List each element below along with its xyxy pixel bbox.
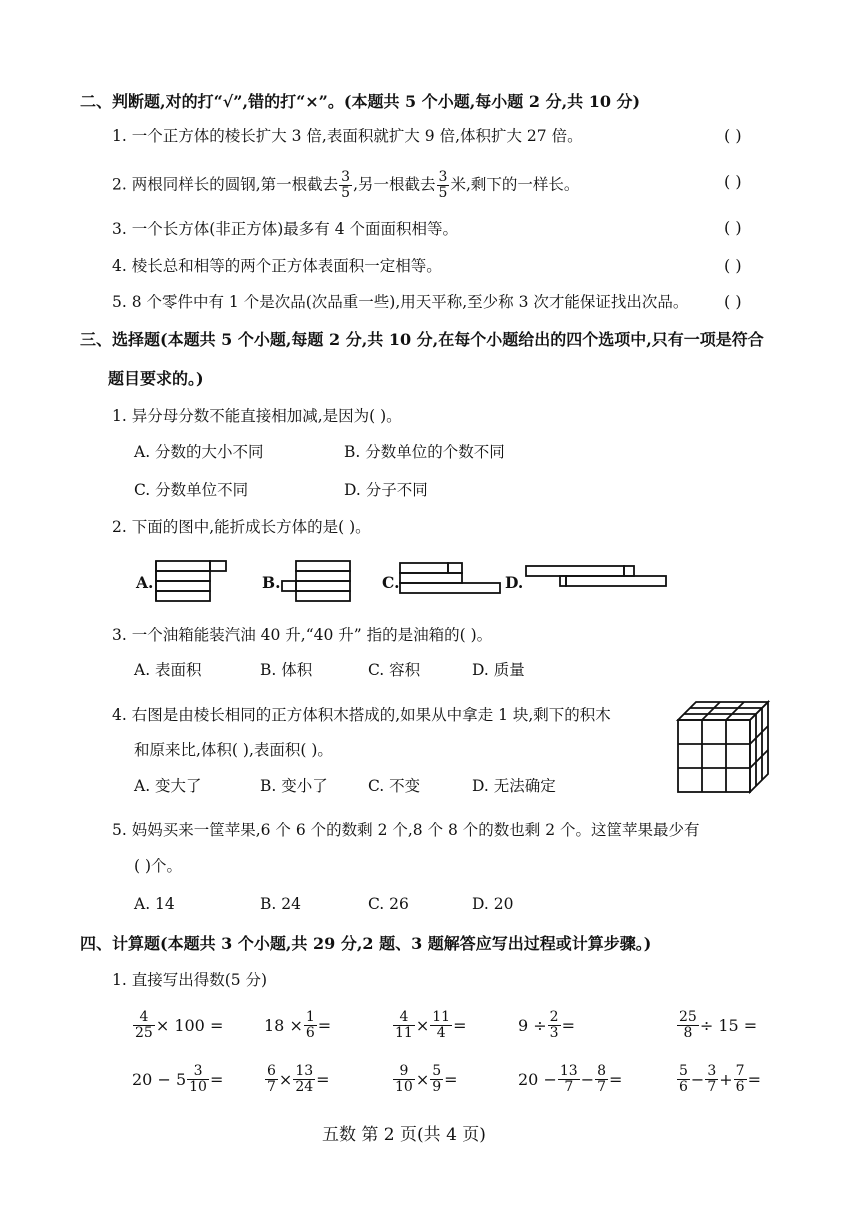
answer-blank-4[interactable]: ( ) xyxy=(724,256,742,275)
choice-question-4-line1: 4. 右图是由棱长相同的正方体积木搭成的,如果从中拿走 1 块,剩下的积木 xyxy=(112,706,611,724)
calc-item: 20 − 5 $\frac{3}{10}$ = xyxy=(132,1063,224,1095)
judge-question-5: 5. 8 个零件中有 1 个是次品(次品重一些),用天平称,至少称 3 次才能保证找出次品。 xyxy=(112,293,689,311)
section-2-heading: 二、判断题,对的打“√”,错的打“×”。(本题共 5 个小题,每小题 2 分,共 10 分) xyxy=(80,92,641,111)
judge-question-4: 4. 棱长总和相等的两个正方体表面积一定相等。 xyxy=(112,257,442,275)
page-footer: 五数 第 2 页(共 4 页) xyxy=(322,1125,486,1145)
option-d[interactable]: D. 分子不同 xyxy=(344,481,428,499)
judge-question-2: 2. 两根同样长的圆钢,第一根截去 $\frac{3}{5}$ ,另一根截去 $\frac{3}{5}$ 米,剩下的一样长。 xyxy=(112,169,580,201)
fraction: $\frac{3}{5}$ xyxy=(341,169,351,201)
calc-item: $\frac{4}{25}$ × 100 = xyxy=(135,1009,224,1041)
option-a[interactable]: A. 分数的大小不同 xyxy=(134,443,264,461)
answer-blank-3[interactable]: ( ) xyxy=(724,218,742,237)
option-b[interactable]: B. 分数单位的个数不同 xyxy=(344,443,505,461)
option-c-label[interactable]: C. xyxy=(382,573,400,592)
option-a[interactable]: A. 14 xyxy=(134,895,175,913)
choice-question-1: 1. 异分母分数不能直接相加减,是因为( )。 xyxy=(112,407,402,425)
calc-item: $\frac{25}{8}$ ÷ 15 = xyxy=(679,1009,758,1041)
option-d[interactable]: D. 无法确定 xyxy=(472,777,556,795)
choice-question-2: 2. 下面的图中,能折成长方体的是( )。 xyxy=(112,518,371,536)
judge-question-1: 1. 一个正方体的棱长扩大 3 倍,表面积就扩大 9 倍,体积扩大 27 倍。 xyxy=(112,127,583,145)
calc-item: 9 ÷ $\frac{2}{3}$ = xyxy=(518,1009,575,1041)
judge-question-3: 3. 一个长方体(非正方体)最多有 4 个面面积相等。 xyxy=(112,220,459,238)
answer-blank-2[interactable]: ( ) xyxy=(724,172,742,191)
calc-item: $\frac{6}{7}$ × $\frac{13}{24}$ = xyxy=(267,1063,330,1095)
option-a[interactable]: A. 变大了 xyxy=(134,777,202,795)
net-figure-d xyxy=(520,560,670,594)
option-d-label[interactable]: D. xyxy=(505,573,524,592)
option-c[interactable]: C. 26 xyxy=(368,895,409,913)
option-d[interactable]: D. 质量 xyxy=(472,661,525,679)
fraction: $\frac{3}{5}$ xyxy=(438,169,448,201)
section-4-heading: 四、计算题(本题共 3 个小题,共 29 分,2 题、3 题解答应写出过程或计算步骤。) xyxy=(80,934,652,953)
calc-item: $\frac{9}{10}$ × $\frac{5}{9}$ = xyxy=(395,1063,458,1095)
calc-item: 18 × $\frac{1}{6}$ = xyxy=(264,1009,332,1041)
calc-item: 20 − $\frac{13}{7}$ − $\frac{8}{7}$ = xyxy=(518,1063,623,1095)
net-figure-c xyxy=(396,557,506,597)
calc-question-1: 1. 直接写出得数(5 分) xyxy=(112,971,268,989)
option-b[interactable]: B. 变小了 xyxy=(260,777,328,795)
option-d[interactable]: D. 20 xyxy=(472,895,514,913)
net-figure-a xyxy=(152,557,232,607)
option-c[interactable]: C. 不变 xyxy=(368,777,421,795)
option-b-label[interactable]: B. xyxy=(262,573,281,592)
net-figure-b xyxy=(278,557,358,607)
choice-question-3: 3. 一个油箱能装汽油 40 升,“40 升” 指的是油箱的( )。 xyxy=(112,626,493,644)
section-3-heading-line2: 题目要求的。) xyxy=(108,369,204,388)
option-b[interactable]: B. 体积 xyxy=(260,661,313,679)
cube-stack-figure xyxy=(672,696,780,800)
option-b[interactable]: B. 24 xyxy=(260,895,301,913)
section-3-heading-line1: 三、选择题(本题共 5 个小题,每题 2 分,共 10 分,在每个小题给出的四个选项中,只有一项是符合 xyxy=(80,330,764,349)
answer-blank-1[interactable]: ( ) xyxy=(724,126,742,145)
calc-item: $\frac{4}{11}$ × $\frac{11}{4}$ = xyxy=(395,1009,467,1041)
option-a-label[interactable]: A. xyxy=(136,573,154,592)
answer-blank-5[interactable]: ( ) xyxy=(724,292,742,311)
choice-question-5-line2: ( )个。 xyxy=(134,857,183,875)
choice-question-5-line1: 5. 妈妈买来一筐苹果,6 个 6 个的数剩 2 个,8 个 8 个的数也剩 2 个。这筐苹果最少有 xyxy=(112,821,700,839)
calc-item: $\frac{5}{6}$ − $\frac{3}{7}$ + $\frac{7}{6}$ = xyxy=(679,1063,761,1095)
option-c[interactable]: C. 容积 xyxy=(368,661,421,679)
option-a[interactable]: A. 表面积 xyxy=(134,661,202,679)
option-c[interactable]: C. 分数单位不同 xyxy=(134,481,249,499)
choice-question-4-line2: 和原来比,体积( ),表面积( )。 xyxy=(134,741,333,759)
